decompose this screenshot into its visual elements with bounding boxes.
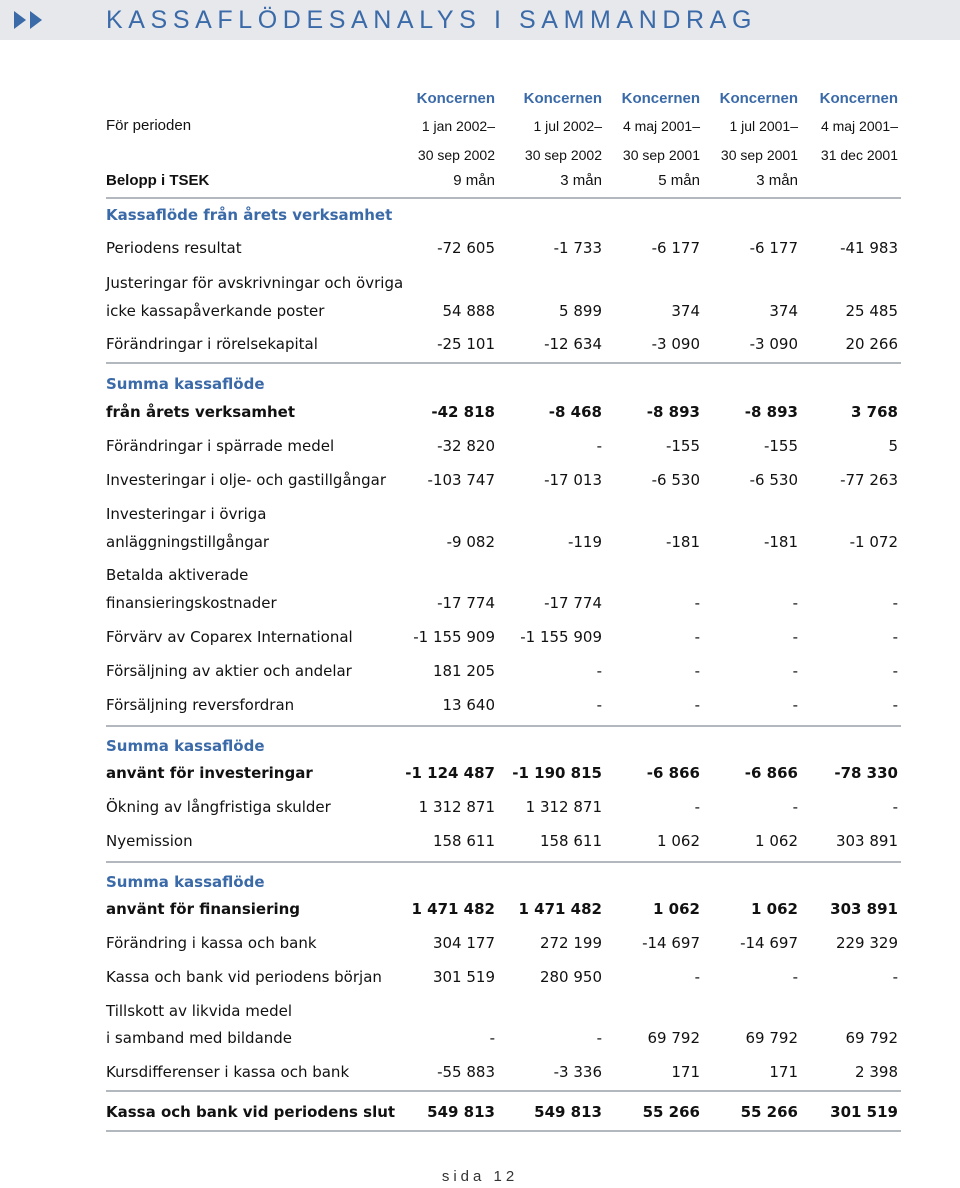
total-row [106,1101,900,1123]
row-label: Kassa och bank vid periodens början [106,968,382,986]
period-length: 9 mån [453,172,495,189]
divider [106,725,901,727]
period-start: 1 jan 2002– [421,118,495,134]
cell: - [892,696,898,714]
cell: -55 883 [437,1063,495,1081]
cell: -1 190 815 [512,764,602,782]
cell: 5 [888,437,898,455]
table-row [106,237,900,259]
summary-row [106,898,900,920]
cell: -155 [763,437,798,455]
cell: 304 177 [432,934,495,952]
section-heading [106,204,900,226]
cell: 1 471 482 [518,900,602,918]
cell: 1 062 [657,832,700,850]
table-row [106,966,900,988]
table-row [106,796,900,818]
column-header: Koncernen [819,90,898,107]
cell: -42 818 [431,403,495,421]
divider [106,362,901,364]
table-row [106,592,900,614]
cell: - [694,696,700,714]
table-row [106,626,900,648]
row-label: Investeringar i övriga [106,505,267,523]
cell: 69 792 [647,1029,700,1047]
cell: -6 530 [651,471,700,489]
table-row [106,1061,900,1083]
row-label: Försäljning reversfordran [106,696,295,714]
cell: - [792,968,798,986]
table-row [106,531,900,553]
column-header: Koncernen [719,90,798,107]
table-row [106,694,900,716]
table-row [106,435,900,457]
divider [106,861,901,863]
row-label: Summa kassaflöde [106,873,265,891]
summary-row [106,401,900,423]
cell: -103 747 [427,471,495,489]
section-title: Kassaflöde från årets verksamhet [106,206,393,224]
cell: - [694,798,700,816]
row-label: Summa kassaflöde [106,737,265,755]
period-length: 3 mån [756,172,798,189]
cell: -9 082 [446,533,495,551]
cell: 1 062 [653,900,700,918]
header-row-company [106,88,900,110]
table-row-label [106,564,900,586]
cell: 301 519 [432,968,495,986]
cell: - [596,696,602,714]
row-label: från årets verksamhet [106,403,295,421]
cell: - [892,798,898,816]
cell: 55 266 [740,1103,798,1121]
cell: 158 611 [432,832,495,850]
table-row [106,660,900,682]
cell: -181 [665,533,700,551]
cell: 1 471 482 [411,900,495,918]
cell: -1 124 487 [405,764,495,782]
column-header: Koncernen [621,90,700,107]
row-label: Betalda aktiverade [106,566,249,584]
cell: -155 [665,437,700,455]
cell: 69 792 [845,1029,898,1047]
cell: -119 [567,533,602,551]
cell: 549 813 [534,1103,602,1121]
period-end: 30 sep 2002 [524,147,602,163]
cell: 280 950 [539,968,602,986]
cell: -3 336 [553,1063,602,1081]
table-row [106,830,900,852]
cell: -8 468 [548,403,602,421]
table-row-label [106,1000,900,1022]
cell: 171 [671,1063,700,1081]
row-label: Ökning av långfristiga skulder [106,798,331,816]
row-label: Periodens resultat [106,239,242,257]
cell: 1 062 [751,900,798,918]
cell: -78 330 [834,764,898,782]
cell: -17 774 [544,594,602,612]
row-label: Försäljning av aktier och andelar [106,662,352,680]
column-header: Koncernen [416,90,495,107]
cell: -6 177 [651,239,700,257]
cell: -8 893 [646,403,700,421]
cell: - [792,798,798,816]
cell: -32 820 [437,437,495,455]
cell: -1 155 909 [520,628,602,646]
cell: - [792,594,798,612]
cell: -6 177 [749,239,798,257]
row-label: Justeringar för avskrivningar och övriga [106,274,404,292]
cell: 374 [671,302,700,320]
period-start: 1 jul 2001– [729,118,798,134]
cell: -41 983 [840,239,898,257]
divider [106,197,901,199]
row-label: anläggningstillgångar [106,533,270,551]
cell: 69 792 [745,1029,798,1047]
period-start: 1 jul 2002– [533,118,602,134]
amount-label: Belopp i TSEK [106,172,210,189]
cell: -1 072 [849,533,898,551]
table-row [106,932,900,954]
cell: - [596,1029,602,1047]
summary-heading [106,871,900,893]
period-length: 3 mån [560,172,602,189]
table-row [106,1027,900,1049]
cell: - [694,594,700,612]
cell: - [694,628,700,646]
cell: - [792,662,798,680]
header-row-to [106,144,900,166]
cell: 13 640 [442,696,495,714]
cell: -14 697 [740,934,798,952]
cell: -77 263 [840,471,898,489]
row-label: använt för investeringar [106,764,313,782]
cell: -17 013 [544,471,602,489]
period-label: För perioden [106,117,192,134]
row-label: Förändringar i spärrade medel [106,437,335,455]
cell: - [596,437,602,455]
cell: 158 611 [539,832,602,850]
cell: 303 891 [830,900,898,918]
cell: 301 519 [830,1103,898,1121]
cell: -72 605 [437,239,495,257]
double-chevron-right-icon [14,9,54,31]
cell: 5 899 [559,302,602,320]
row-label: Investeringar i olje- och gastillgångar [106,471,387,489]
cell: -3 090 [651,335,700,353]
divider [106,1090,901,1092]
row-label: använt för finansiering [106,900,301,918]
cell: 20 266 [845,335,898,353]
cell: 374 [769,302,798,320]
row-label: icke kassapåverkande poster [106,302,325,320]
cell: 2 398 [855,1063,898,1081]
cell: 25 485 [845,302,898,320]
summary-row [106,762,900,784]
period-end: 30 sep 2002 [417,147,495,163]
cell: -14 697 [642,934,700,952]
period-start: 4 maj 2001– [820,118,898,134]
column-header: Koncernen [523,90,602,107]
cell: 54 888 [442,302,495,320]
period-end: 30 sep 2001 [720,147,798,163]
row-label: Kassa och bank vid periodens slut [106,1103,396,1121]
period-start: 4 maj 2001– [622,118,700,134]
divider [106,1130,901,1132]
row-label: Nyemission [106,832,193,850]
cell: 171 [769,1063,798,1081]
table-row-label [106,503,900,525]
cell: - [596,662,602,680]
cell: 1 062 [755,832,798,850]
cell: -3 090 [749,335,798,353]
header-row-length [106,170,900,192]
cell: -181 [763,533,798,551]
cell: - [892,968,898,986]
table-row [106,333,900,355]
row-label: i samband med bildande [106,1029,293,1047]
summary-heading [106,373,900,395]
cell: 229 329 [835,934,898,952]
cell: -8 893 [744,403,798,421]
cell: -6 530 [749,471,798,489]
cell: 3 768 [851,403,898,421]
cell: - [792,628,798,646]
cell: - [694,662,700,680]
cell: -1 155 909 [413,628,495,646]
cell: 55 266 [642,1103,700,1121]
row-label: Förändring i kassa och bank [106,934,317,952]
cell: - [892,662,898,680]
cell: 303 891 [835,832,898,850]
period-end: 30 sep 2001 [622,147,700,163]
row-label: Förvärv av Coparex International [106,628,353,646]
table-row [106,469,900,491]
row-label: finansieringskostnader [106,594,277,612]
cell: 1 312 871 [418,798,495,816]
cell: 1 312 871 [525,798,602,816]
cell: -17 774 [437,594,495,612]
cell: -25 101 [437,335,495,353]
period-length: 5 mån [658,172,700,189]
cell: - [892,594,898,612]
cell: -6 866 [646,764,700,782]
header-row-from [106,115,900,137]
cell: 272 199 [539,934,602,952]
row-label: Kursdifferenser i kassa och bank [106,1063,350,1081]
cell: - [489,1029,495,1047]
summary-heading [106,735,900,757]
table-row-label [106,272,900,294]
cell: - [892,628,898,646]
row-label: Summa kassaflöde [106,375,265,393]
cell: -1 733 [553,239,602,257]
page-number: sida 12 [441,1168,519,1185]
row-label: Förändringar i rörelsekapital [106,335,318,353]
cell: 549 813 [427,1103,495,1121]
cell: - [792,696,798,714]
period-end: 31 dec 2001 [820,147,898,163]
page-title: KASSAFLÖDESANALYS I SAMMANDRAG [106,6,757,34]
cell: -12 634 [544,335,602,353]
cell: -6 866 [744,764,798,782]
table-row [106,300,900,322]
cell: 181 205 [432,662,495,680]
cell: - [694,968,700,986]
row-label: Tillskott av likvida medel [106,1002,293,1020]
